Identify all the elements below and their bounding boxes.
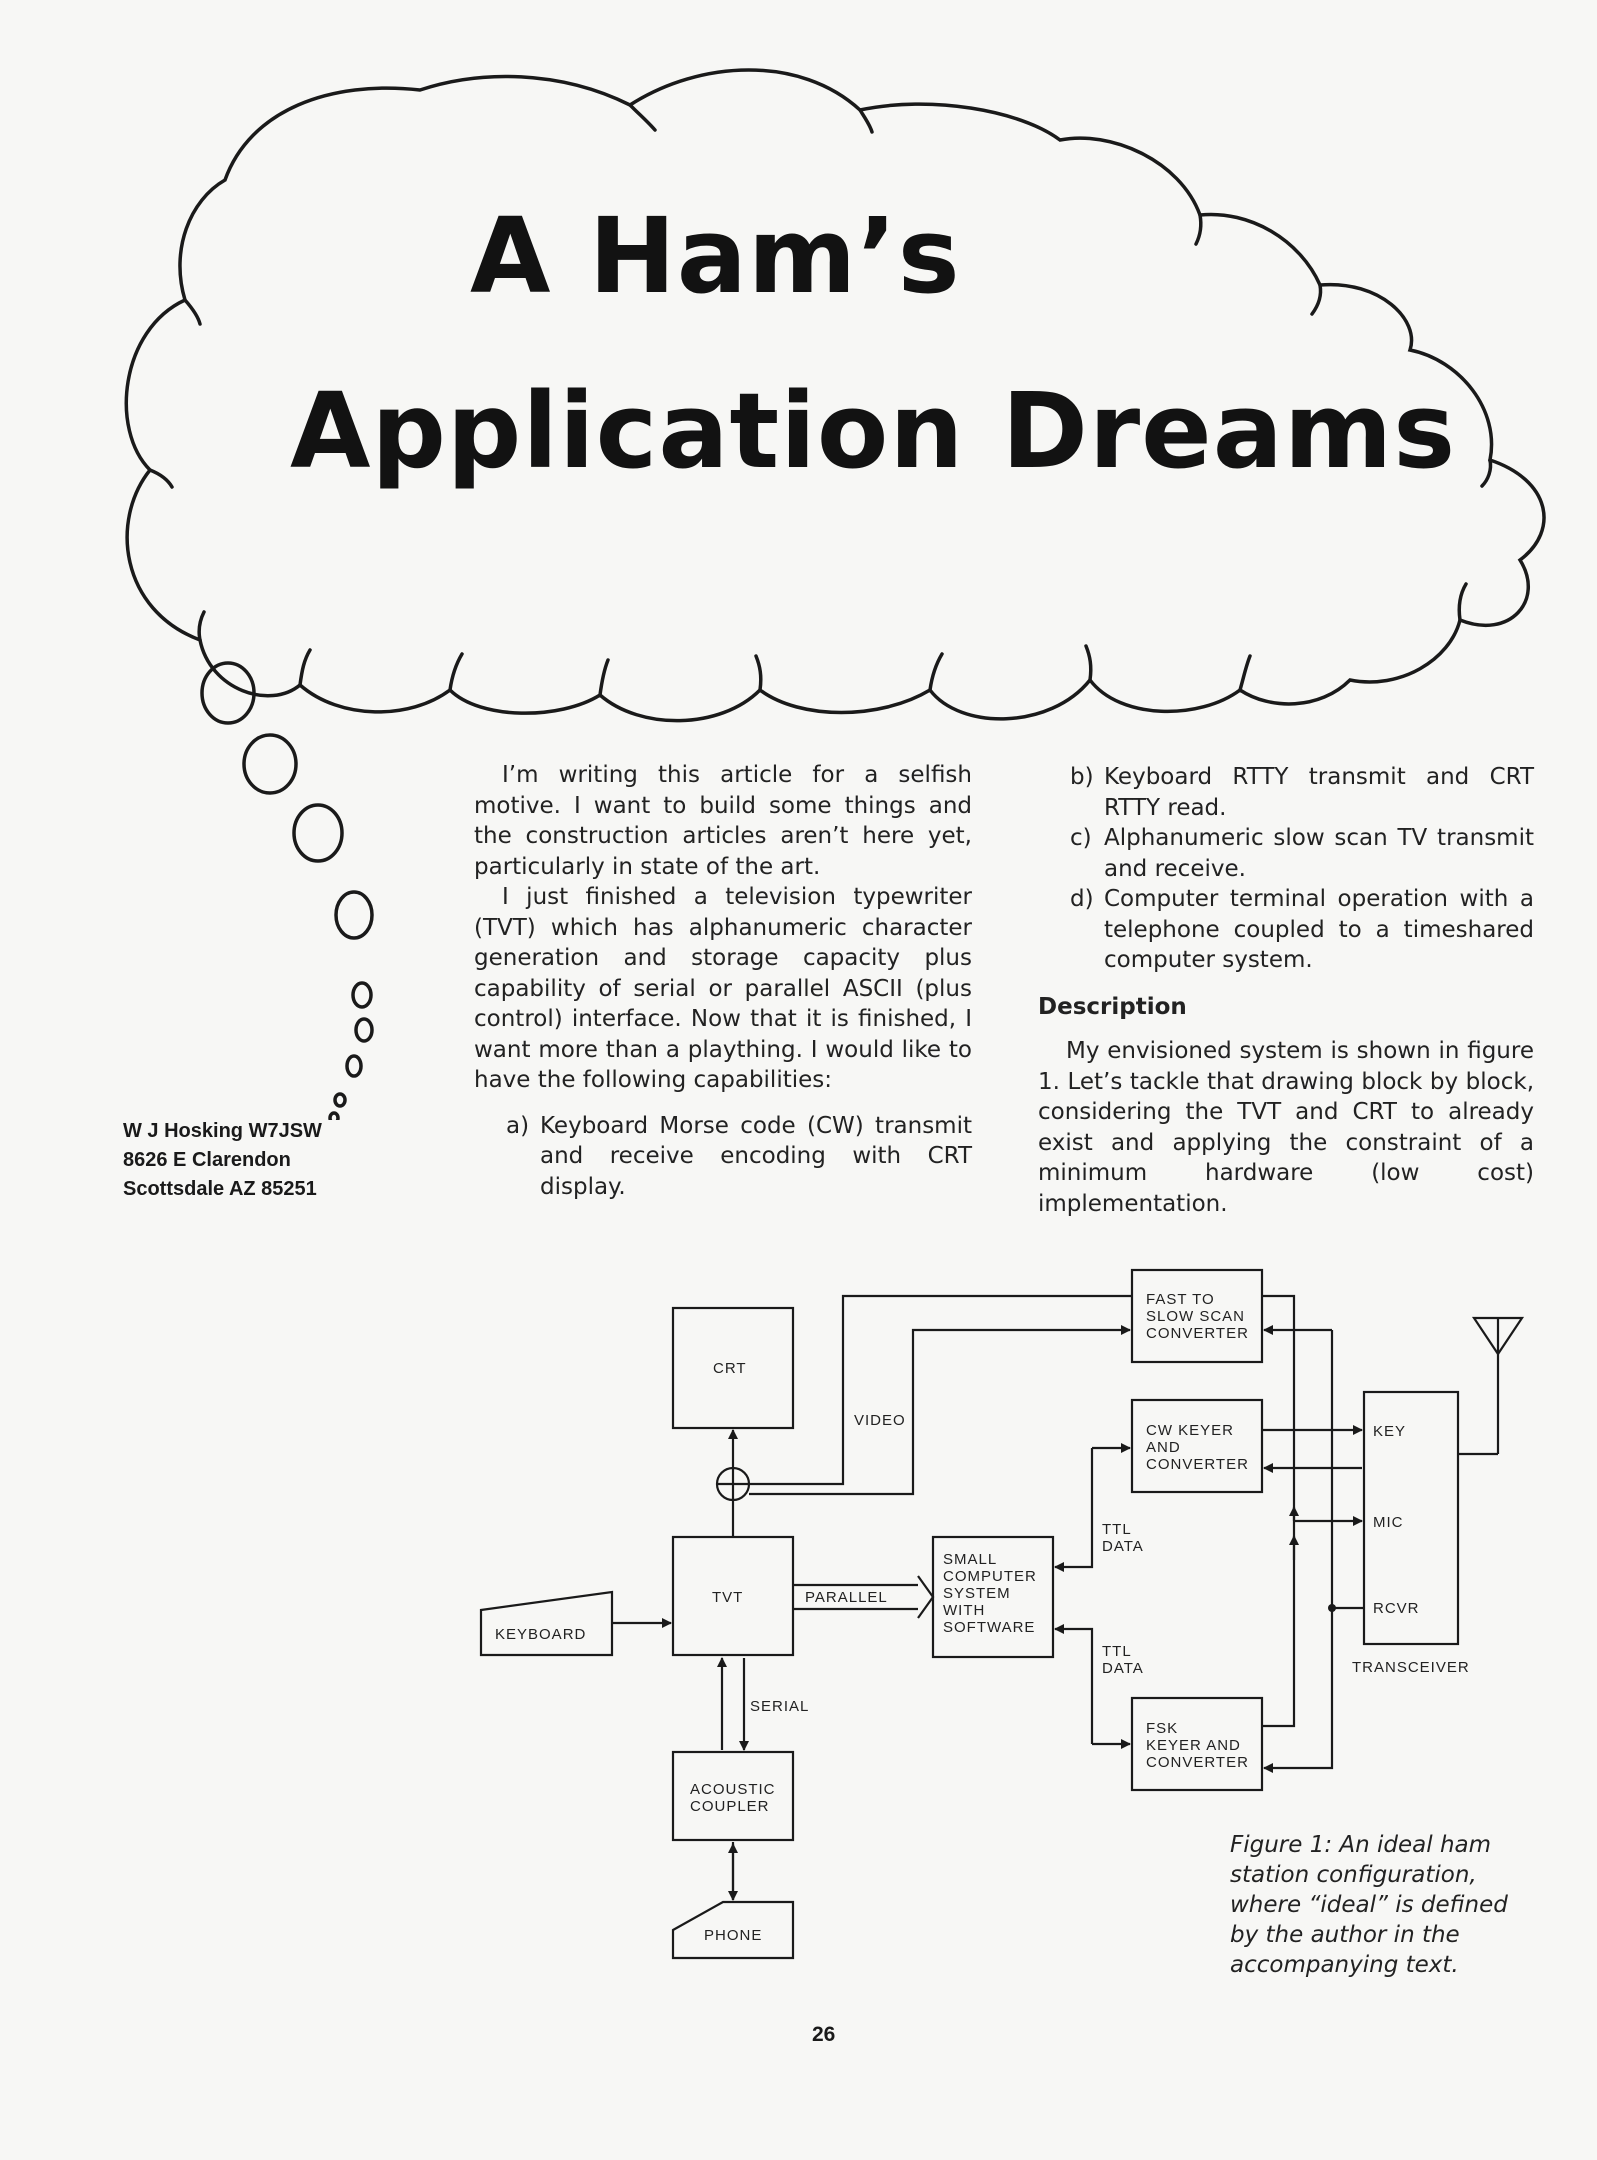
cw-label-2: AND bbox=[1146, 1439, 1181, 1456]
key-label: KEY bbox=[1373, 1423, 1407, 1440]
fsk-label-3: CONVERTER bbox=[1146, 1754, 1249, 1771]
fast-label-1: FAST TO bbox=[1146, 1291, 1215, 1308]
parallel-label: PARALLEL bbox=[805, 1589, 888, 1606]
paragraph-intro: I’m writing this article for a selfish motive. I want to build some things and the construction articles aren’t here yet, particularly in state of the art. bbox=[474, 762, 972, 880]
list-label-d: d) bbox=[1070, 886, 1094, 912]
phone-label: PHONE bbox=[704, 1927, 763, 1944]
fsk-label-2: KEYER AND bbox=[1146, 1737, 1241, 1754]
crt-label: CRT bbox=[713, 1360, 747, 1377]
list-item-d bbox=[1038, 884, 1534, 976]
title-line-2: Application Dreams bbox=[290, 370, 1457, 492]
title-line-1: A Ham’s bbox=[470, 195, 961, 317]
author-city: Scottsdale AZ 85251 bbox=[123, 1178, 317, 1200]
list-text-c: Alphanumeric slow scan TV transmit and receive. bbox=[1104, 825, 1534, 882]
ttl-data-1-label-a: TTL bbox=[1102, 1521, 1132, 1538]
list-text-a: Keyboard Morse code (CW) transmit and receive encoding with CRT display. bbox=[540, 1112, 972, 1200]
fsk-label-1: FSK bbox=[1146, 1720, 1179, 1737]
paragraph-description: My envisioned system is shown in figure 1. Let’s tackle that drawing block by block, considering the TVT and CRT to already exist and applying the constraint of a minimum hardware (low cost) implementation. bbox=[1038, 1038, 1534, 1217]
article-column-2 bbox=[1038, 762, 1534, 1219]
paragraph-tvt: I just finished a television typewriter (TVT) which has alphanumeric character generation and storage capacity plus capability of serial or parallel ASCII (plus control) interface. Now that it is finished, I want more than a plaything. I would like to have the following capabilities: bbox=[474, 884, 972, 1093]
list-item-c bbox=[1038, 823, 1534, 884]
list-text-d: Computer terminal operation with a telephone coupled to a timeshared computer system. bbox=[1104, 886, 1534, 973]
ttl-data-2-label-a: TTL bbox=[1102, 1643, 1132, 1660]
keyboard-box bbox=[481, 1592, 612, 1655]
article-column-1 bbox=[474, 760, 972, 1202]
serial-label: SERIAL bbox=[750, 1698, 810, 1715]
list-item-a bbox=[474, 1111, 972, 1203]
figure-caption: Figure 1: An ideal ham station configuration, where “ideal” is defined by the author in the accompanying text. bbox=[1230, 1832, 1508, 1978]
cw-label-1: CW KEYER bbox=[1146, 1422, 1235, 1439]
list-label-a: a) bbox=[506, 1112, 530, 1139]
author-name: W J Hosking W7JSW bbox=[123, 1120, 322, 1142]
page-number: 26 bbox=[812, 2023, 836, 2046]
list-label-b: b) bbox=[1070, 764, 1094, 790]
cw-label-3: CONVERTER bbox=[1146, 1456, 1249, 1473]
fast-label-3: CONVERTER bbox=[1146, 1325, 1249, 1342]
section-heading-description: Description bbox=[1038, 993, 1187, 1020]
list-label-c: c) bbox=[1070, 825, 1092, 851]
computer-label-4: WITH bbox=[943, 1602, 986, 1619]
acoustic-label-2: COUPLER bbox=[690, 1798, 770, 1815]
computer-label-1: SMALL bbox=[943, 1551, 998, 1568]
list-item-b bbox=[1038, 762, 1534, 823]
list-text-b: Keyboard RTTY transmit and CRT RTTY read. bbox=[1104, 764, 1534, 821]
computer-label-2: COMPUTER bbox=[943, 1568, 1037, 1585]
computer-label-3: SYSTEM bbox=[943, 1585, 1011, 1602]
rcvr-label: RCVR bbox=[1373, 1600, 1420, 1617]
author-street: 8626 E Clarendon bbox=[123, 1149, 291, 1171]
keyboard-label: KEYBOARD bbox=[495, 1626, 587, 1643]
fast-label-2: SLOW SCAN bbox=[1146, 1308, 1246, 1325]
transceiver-label: TRANSCEIVER bbox=[1352, 1659, 1470, 1676]
mic-label: MIC bbox=[1373, 1514, 1404, 1531]
ttl-data-2-label-b: DATA bbox=[1102, 1660, 1144, 1677]
ttl-data-1-label-b: DATA bbox=[1102, 1538, 1144, 1555]
video-label: VIDEO bbox=[854, 1412, 906, 1429]
tvt-label: TVT bbox=[712, 1589, 744, 1606]
author-block bbox=[123, 1117, 322, 1204]
acoustic-label-1: ACOUSTIC bbox=[690, 1781, 776, 1798]
computer-label-5: SOFTWARE bbox=[943, 1619, 1036, 1636]
